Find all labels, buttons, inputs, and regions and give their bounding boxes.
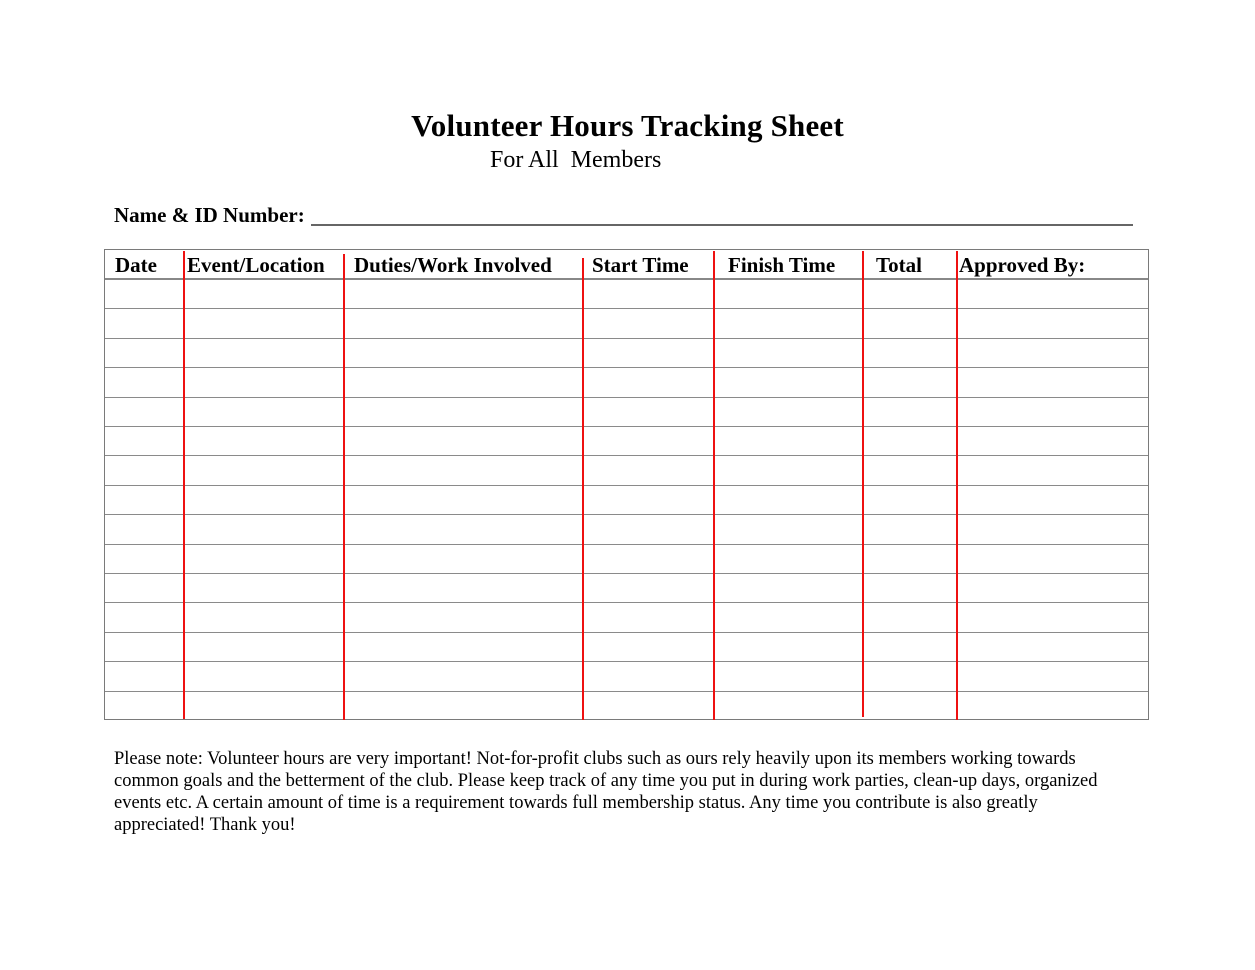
name-id-field xyxy=(114,200,1133,230)
column-divider xyxy=(862,251,864,717)
table-row[interactable] xyxy=(105,368,1148,397)
column-header-finish-time: Finish Time xyxy=(728,253,836,277)
table-row[interactable] xyxy=(105,456,1148,485)
note-line: events etc. A certain amount of time is a requirement towards full membership status. Any time you contribute is also greatly xyxy=(114,793,1038,813)
column-divider xyxy=(183,251,185,719)
column-divider xyxy=(956,251,958,720)
table-row[interactable] xyxy=(105,574,1148,603)
column-divider xyxy=(582,258,584,720)
table-row[interactable] xyxy=(105,633,1148,662)
table-row[interactable] xyxy=(105,280,1148,309)
table-row[interactable] xyxy=(105,427,1148,456)
note-paragraph xyxy=(114,748,1144,836)
name-id-input-line[interactable] xyxy=(311,202,1133,226)
note-line: Please note: Volunteer hours are very important! Not-for-profit clubs such as ours rely heavily upon its members working towards xyxy=(114,749,1076,769)
column-header-duties: Duties/Work Involved xyxy=(354,253,552,277)
table-row[interactable] xyxy=(105,339,1148,368)
column-header-date: Date xyxy=(115,253,157,277)
table-row[interactable] xyxy=(105,398,1148,427)
note-line: common goals and the betterment of the club. Please keep track of any time you put in during work parties, clean-up days, organized xyxy=(114,771,1098,791)
table-header-row xyxy=(105,250,1148,280)
column-header-approved-by: Approved By: xyxy=(959,253,1086,277)
table-row[interactable] xyxy=(105,662,1148,691)
column-header-start-time: Start Time xyxy=(592,253,689,277)
table-row[interactable] xyxy=(105,692,1148,721)
column-header-total: Total xyxy=(876,253,922,277)
column-header-event-location: Event/Location xyxy=(187,253,325,277)
table-row[interactable] xyxy=(105,309,1148,338)
column-divider xyxy=(713,251,715,720)
note-line: appreciated! Thank you! xyxy=(114,815,296,835)
page-subtitle: For All Members xyxy=(490,147,662,173)
column-divider xyxy=(343,254,345,720)
hours-table xyxy=(104,249,1149,720)
table-row[interactable] xyxy=(105,486,1148,515)
table-row[interactable] xyxy=(105,515,1148,544)
name-id-label: Name & ID Number: xyxy=(114,203,305,227)
page-title: Volunteer Hours Tracking Sheet xyxy=(411,108,844,143)
table-row[interactable] xyxy=(105,603,1148,632)
table-row[interactable] xyxy=(105,545,1148,574)
